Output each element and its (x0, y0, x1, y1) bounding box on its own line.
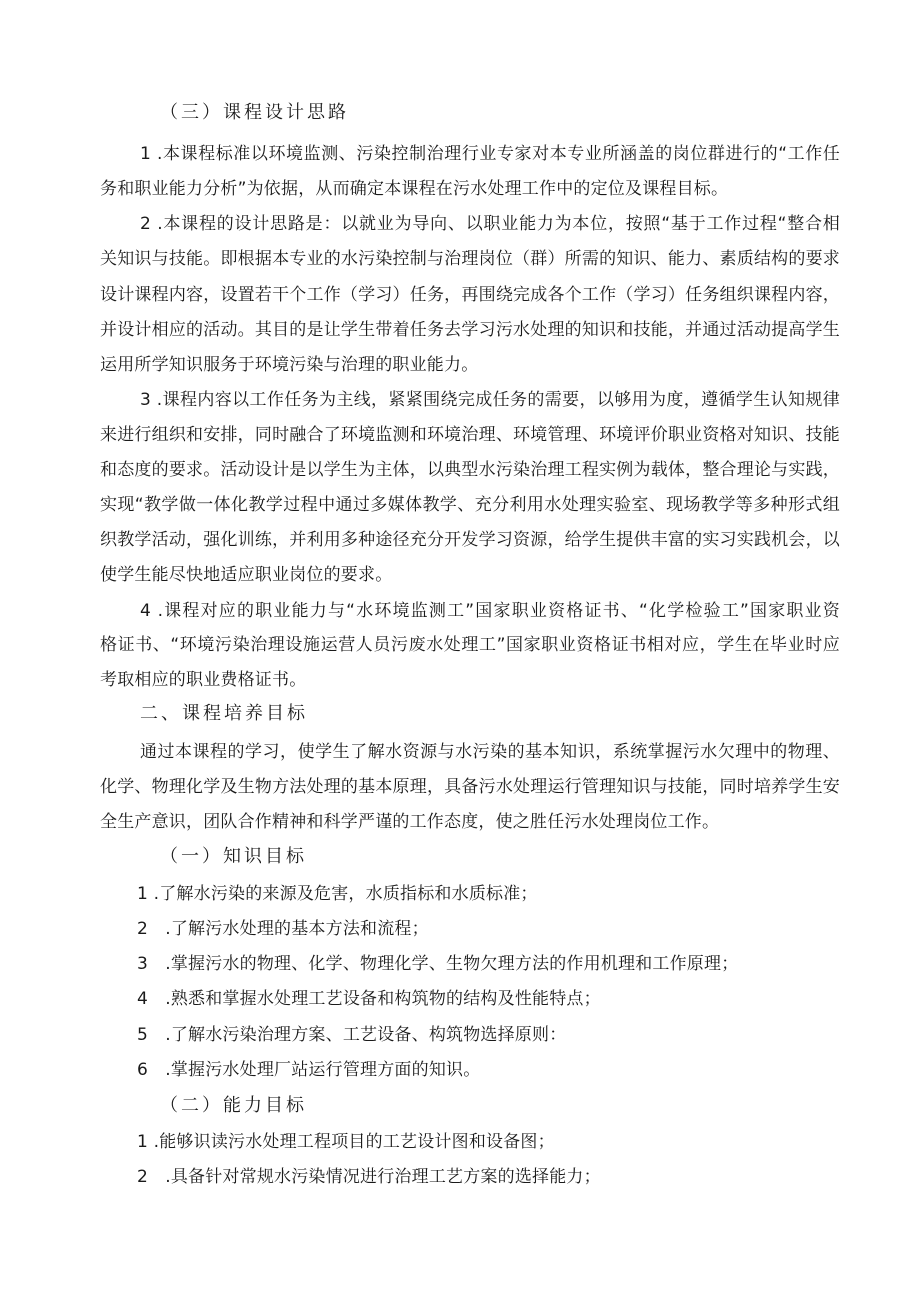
paragraph-4-line-3: 考取相应的职业费格证书。 (100, 670, 307, 690)
knowledge-item-3: 3 .掌握污水的物理、化学、物理化学、生物欠理方法的作用机理和工作原理； (137, 954, 739, 974)
paragraph-2-line-4: 并设计相应的活动。其目的是让学生带着任务去学习污水处理的知识和技能，并通过活动提高学生 (100, 320, 840, 340)
section-heading-training-goals: 二、课程培养目标 (140, 703, 308, 724)
paragraph-3-line-1: 3 .课程内容以工作任务为主线，紧紧围绕完成任务的需要，以够用为度，遵循学生认知规律 (140, 390, 840, 410)
paragraph-1-line-1: 1 .本课程标准以环境监测、污染控制治理行业专家对本专业所涵盖的岗位群进行的“工作任 (140, 144, 840, 164)
knowledge-item-5: 5 .了解水污染治理方案、工艺设备、构筑物选择原则： (137, 1025, 567, 1045)
paragraph-3-line-4: 实现“教学做一体化教学过程中通过多媒体教学、充分利用水处理实验室、现场教学等多种形式组 (100, 495, 840, 515)
paragraph-4-line-1: 4 .课程对应的职业能力与“水环境监测工”国家职业资格证书、“化学检验工”国家职业资 (140, 601, 840, 621)
section-heading-course-design: （三）课程设计思路 (160, 102, 349, 123)
paragraph-3-line-6: 使学生能尽快地适应职业岗位的要求。 (100, 565, 393, 585)
intro-line-2: 化学、物理化学及生物方法处理的基本原理，具备污水处理运行管理知识与技能，同时培养学生安 (100, 777, 840, 797)
intro-line-1: 通过本课程的学习，使学生了解水资源与水污染的基本知识，系统掌握污水欠理中的物理、 (140, 742, 840, 762)
paragraph-2-line-1: 2 .本课程的设计思路是：以就业为导向、以职业能力为本位，按照“基于工作过程“整合相 (140, 214, 840, 234)
paragraph-3-line-2: 来进行组织和安排，同时融合了环境监测和环境治理、环境管理、环境评价职业资格对知识、技能 (100, 425, 840, 445)
paragraph-2-line-2: 关知识与技能。即根据本专业的水污染控制与治理岗位（群）所需的知识、能力、素质结构的要求 (100, 249, 840, 269)
paragraph-3-line-5: 织教学活动，强化训练，并利用多种途径充分开发学习资源，给学生提供丰富的实习实践机会，以 (100, 530, 840, 550)
paragraph-2-line-3: 设计课程内容，设置若干个工作（学习）任务，再围绕完成各个工作（学习）任务组织课程内容， (100, 285, 840, 305)
knowledge-item-2: 2 .了解污水处理的基本方法和流程； (137, 919, 429, 939)
intro-line-3: 全生产意识，团队合作精神和科学严谨的工作态度，使之胜任污水处理岗位工作。 (100, 812, 720, 832)
paragraph-1-line-2: 务和职业能力分析”为依据，从而确定本课程在污水处理工作中的定位及课程目标。 (100, 179, 729, 199)
subheading-knowledge-goals: （一）知识目标 (160, 846, 307, 867)
ability-item-1: 1 .能够识读污水处理工程项目的工艺设计图和设备图； (137, 1132, 555, 1152)
knowledge-item-6: 6 .掌握污水处理厂站运行管理方面的知识。 (137, 1060, 481, 1080)
paragraph-2-line-5: 运用所学知识服务于环境污染与治理的职业能力。 (100, 355, 479, 375)
ability-item-2: 2 .具备针对常规水污染情况进行治理工艺方案的选择能力； (137, 1167, 601, 1187)
subheading-ability-goals: （二）能力目标 (160, 1095, 307, 1116)
paragraph-4-line-2: 格证书、“环境污染治理设施运营人员污废水处理工”国家职业资格证书相对应，学生在毕业时应 (100, 635, 840, 655)
knowledge-item-1: 1 .了解水污染的来源及危害，水质指标和水质标准； (137, 884, 538, 904)
paragraph-3-line-3: 和态度的要求。活动设计是以学生为主体，以典型水污染治理工程实例为载体，整合理论与实践， (100, 460, 840, 480)
knowledge-item-4: 4 .熟悉和掌握水处理工艺设备和构筑物的结构及性能特点； (137, 989, 601, 1009)
